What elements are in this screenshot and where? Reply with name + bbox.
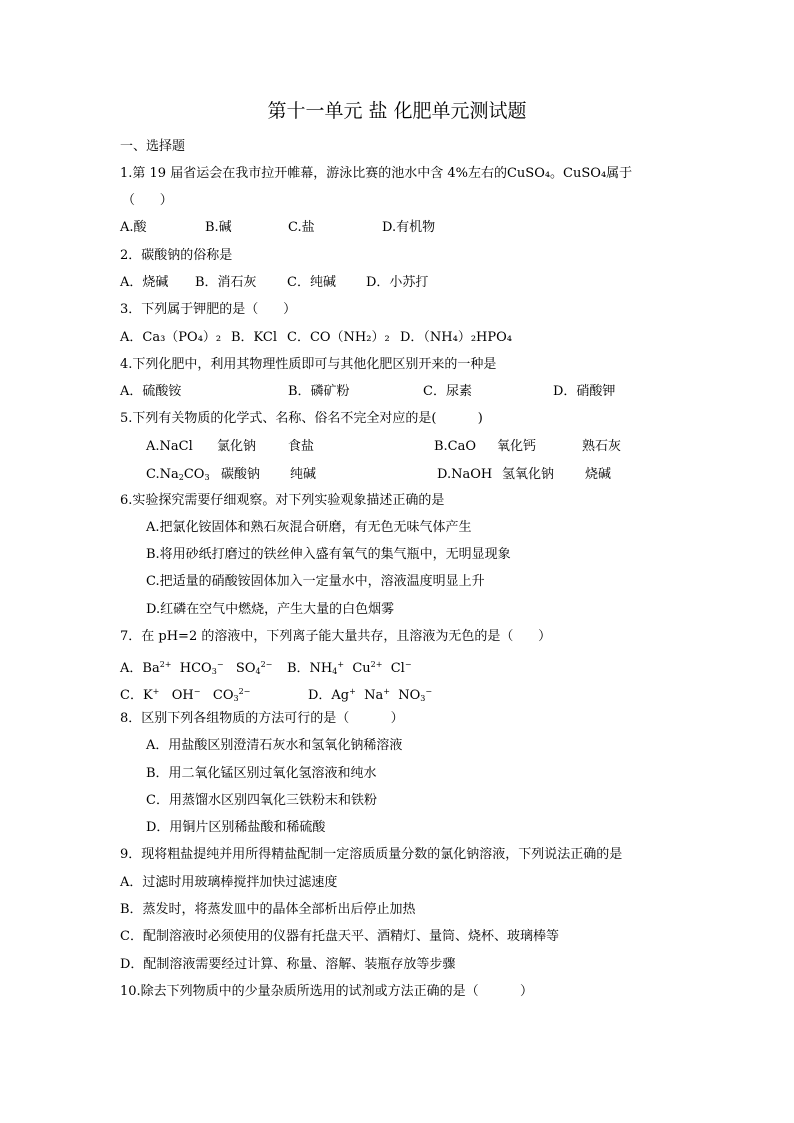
question-1-bracket: （ ）: [122, 193, 173, 208]
question-1-option-d: D.有机物: [382, 220, 436, 235]
question-5-option-b-name: 氧化钙: [497, 439, 537, 454]
question-2-option-a: A．烧碱: [120, 275, 169, 290]
page-title: 第十一单元 盐 化肥单元测试题: [267, 100, 527, 122]
question-7-option-a: A．$Ba^{2+}$ $HCO_3^-$ $SO_4^{2-}$: [120, 660, 273, 676]
question-10-stem: 10.除去下列物质中的少量杂质所选用的试剂或方法正确的是（ ）: [120, 984, 533, 999]
question-7-option-b: B．$NH_4^+$ $Cu^{2+}$ Cl−: [287, 660, 412, 676]
question-2-option-c: C．纯碱: [287, 275, 336, 290]
question-5-option-d-name: 氢氧化钠: [502, 467, 555, 482]
question-5-option-b-common: 熟石灰: [582, 439, 622, 454]
section-heading: 一、选择题: [120, 139, 186, 154]
question-5-option-c-formula: $C.Na_2CO_3$: [146, 467, 210, 482]
question-5-option-d-common: 烧碱: [585, 467, 612, 482]
question-8-option-a: A．用盐酸区别澄清石灰水和氢氧化钠稀溶液: [146, 738, 403, 753]
question-5-option-c-name: 碳酸钠: [221, 467, 261, 482]
question-4-stem: 4.下列化肥中，利用其物理性质即可与其他化肥区别开来的一种是: [120, 357, 497, 372]
question-6-stem: 6.实验探究需要仔细观察。对下列实验观象描述正确的是: [120, 493, 445, 508]
question-3-option-c: C．CO（NH₂）₂: [287, 330, 390, 345]
question-4-option-c: C．尿素: [423, 384, 472, 399]
question-7-option-d: D．Ag+ Na+ $NO_3^-$: [308, 687, 433, 703]
question-3-stem: 3．下列属于钾肥的是（ ）: [120, 302, 297, 317]
question-5-option-a-formula: A.NaCl: [146, 439, 193, 454]
question-8-stem: 8．区别下列各组物质的方法可行的是（ ）: [120, 711, 404, 726]
question-7-stem: 7．在 pH=2 的溶液中，下列离子能大量共存，且溶液为无色的是（ ）: [120, 629, 552, 644]
question-5-option-a-common: 食盐: [288, 439, 315, 454]
question-2-stem: 2．碳酸钠的俗称是: [120, 248, 233, 263]
question-8-option-c: C．用蒸馏水区别四氧化三铁粉末和铁粉: [146, 793, 377, 808]
question-9-option-c: C．配制溶液时必须使用的仪器有托盘天平、酒精灯、量筒、烧杯、玻璃棒等: [120, 929, 559, 944]
question-3-option-b: B．KCl: [231, 330, 278, 345]
question-2-option-d: D．小苏打: [366, 275, 429, 290]
question-5-stem: 5.下列有关物质的化学式、名称、俗名不完全对应的是( ): [120, 411, 483, 426]
question-7-option-c: C．K+ OH− $CO_3^{2-}$: [120, 687, 251, 703]
question-6-option-c: C.把适量的硝酸铵固体加入一定量水中，溶液温度明显上升: [146, 574, 485, 589]
question-1-stem: 1.第 19 届省运会在我市拉开帷幕，游泳比赛的池水中含 4%左右的CuSO₄。CuSO₄属于: [120, 166, 633, 181]
question-9-option-b: B．蒸发时，将蒸发皿中的晶体全部析出后停止加热: [120, 902, 416, 917]
question-4-option-a: A．硫酸铵: [120, 384, 182, 399]
question-5-option-c-common: 纯碱: [290, 467, 317, 482]
question-1-option-c: C.盐: [288, 220, 315, 235]
question-1-option-b: B.碱: [205, 220, 232, 235]
question-6-option-a: A.把氯化铵固体和熟石灰混合研磨，有无色无味气体产生: [146, 520, 472, 535]
question-9-option-a: A．过滤时用玻璃棒搅拌加快过滤速度: [120, 875, 338, 890]
question-2-option-b: B．消石灰: [195, 275, 257, 290]
question-5-option-d-formula: D.NaOH: [437, 467, 493, 482]
question-6-option-d: D.红磷在空气中燃烧，产生大量的白色烟雾: [146, 602, 395, 617]
question-1-option-a: A.酸: [120, 220, 147, 235]
question-5-option-b-formula: B.CaO: [434, 439, 477, 454]
question-4-option-b: B．磷矿粉: [288, 384, 350, 399]
question-3-option-d: D．（NH₄）₂HPO₄: [400, 330, 513, 345]
question-9-stem: 9．现将粗盐提纯并用所得精盐配制一定溶质质量分数的氯化钠溶液，下列说法正确的是: [120, 847, 623, 862]
question-9-option-d: D．配制溶液需要经过计算、称量、溶解、装瓶存放等步骤: [120, 957, 456, 972]
question-8-option-d: D．用铜片区别稀盐酸和稀硫酸: [146, 820, 326, 835]
question-3-option-a: A．Ca₃（PO₄）₂: [120, 330, 222, 345]
question-6-option-b: B.将用砂纸打磨过的铁丝伸入盛有氧气的集气瓶中，无明显现象: [146, 547, 511, 562]
question-8-option-b: B．用二氧化锰区别过氧化氢溶液和纯水: [146, 766, 377, 781]
question-5-option-a-name: 氯化钠: [217, 439, 257, 454]
question-4-option-d: D．硝酸钾: [553, 384, 616, 399]
